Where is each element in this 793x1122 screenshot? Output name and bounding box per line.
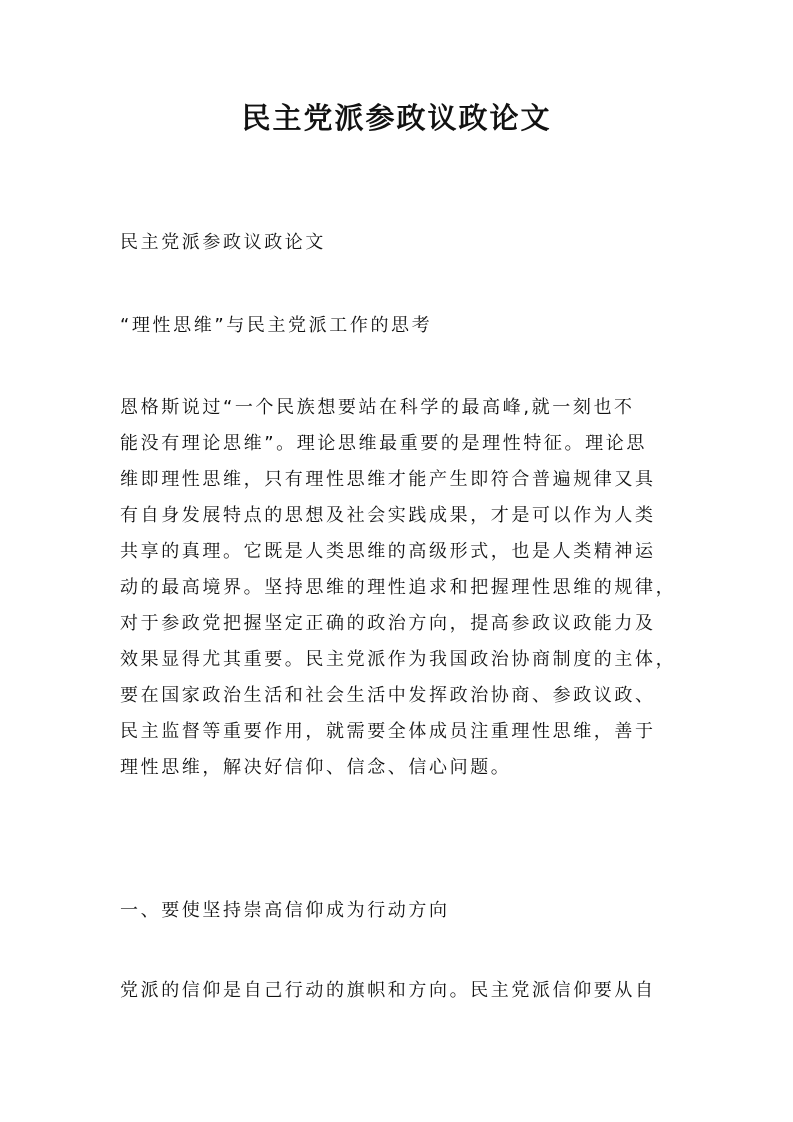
document-title: 民主党派参政议政论文 (241, 101, 552, 135)
paragraph-line: 对于参政党把握坚定正确的政治方向，提高参政议政能力及 (120, 613, 656, 634)
subtitle-line: 民主党派参政议政论文 (120, 232, 326, 253)
paragraph-section1 (120, 973, 682, 1009)
article-title (120, 308, 682, 344)
paragraph-line: 共享的真理。它既是人类思维的高级形式，也是人类精神运 (120, 541, 656, 562)
paragraph-line: 党派的信仰是自己行动的旗帜和方向。民主党派信仰要从自 (120, 980, 656, 1001)
paragraph-line: 能没有理论思维”。理论思维最重要的是理性特征。理论思 (120, 433, 647, 454)
paragraph-line: 要在国家政治生活和社会生活中发挥政治协商、参政议政、 (120, 685, 656, 706)
paragraph-line: 效果显得尤其重要。民主党派作为我国政治协商制度的主体， (120, 649, 677, 670)
section-heading (120, 893, 682, 929)
paragraph-line: 动的最高境界。坚持思维的理性追求和把握理性思维的规律， (120, 577, 677, 598)
paragraph-line: 有自身发展特点的思想及社会实践成果，才是可以作为人类 (120, 505, 656, 526)
paragraph-intro (120, 390, 682, 786)
paragraph-line: 民主监督等重要作用，就需要全体成员注重理性思维，善于 (120, 721, 656, 742)
document-subtitle (120, 225, 682, 261)
paragraph-line: 理性思维，解决好信仰、信念、信心问题。 (120, 757, 512, 778)
article-title-line: “理性思维”与民主党派工作的思考 (120, 315, 433, 336)
paragraph-line: 恩格斯说过“一个民族想要站在科学的最高峰,就一刻也不 (120, 397, 635, 418)
paragraph-line: 维即理性思维，只有理性思维才能产生即符合普遍规律又具 (120, 469, 656, 490)
section-heading-line: 一、要使坚持崇高信仰成为行动方向 (120, 900, 450, 921)
